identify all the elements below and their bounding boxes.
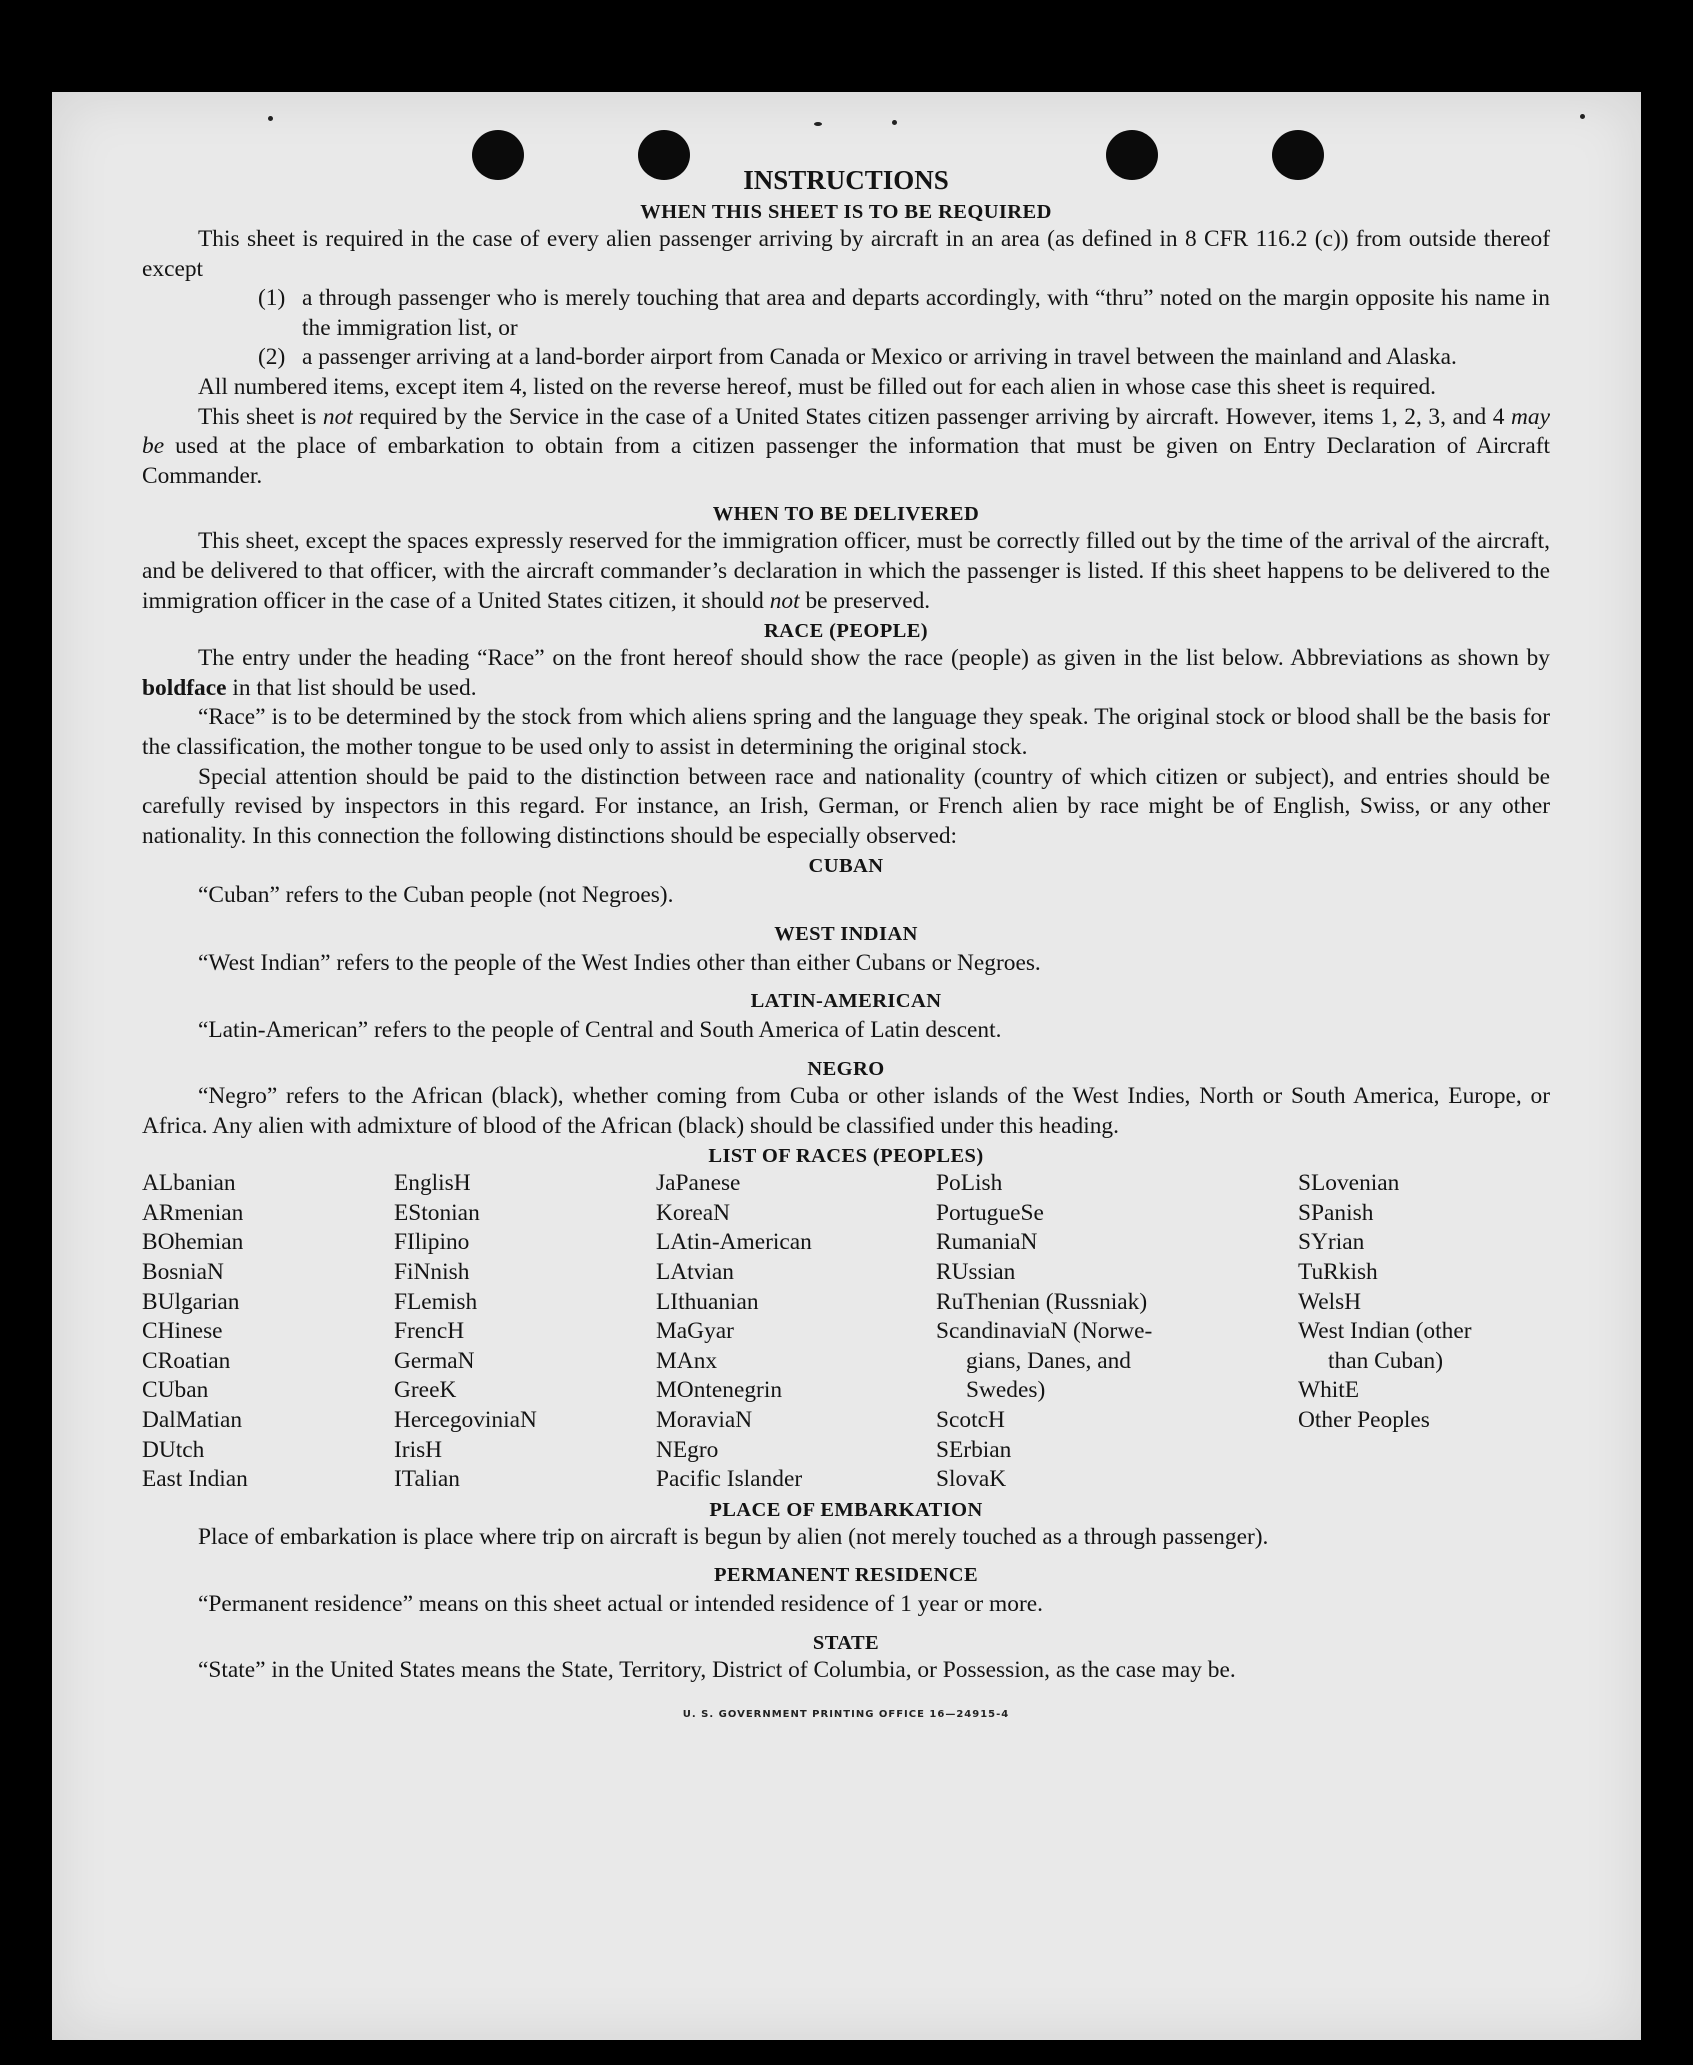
text-run: The entry under the heading “Race” on the front hereof should show the race (people) as given in the list below. Abbreviations as shown by [198,645,1550,672]
race-entry: MoraviaN [656,1407,753,1433]
paragraph-delivered [142,527,1550,616]
race-entry: SErbian [936,1436,1012,1463]
item-text: a passenger arriving at a land-border airport from Canada or Mexico or arriving in travel between the mainland and Alaska. [302,344,1457,371]
text-run: used at the place of embarkation to obtain from a citizen passenger the information that must be given on Entry Declaration of Aircraft Commander. [142,433,1550,489]
race-entry: LIthuanian [656,1288,759,1315]
section-heading-state: STATE [812,1631,880,1654]
race-entry: TuRkish [1298,1259,1378,1286]
definition-latin-american: “Latin-American” refers to the people of Central and South America of Latin descent. [198,1017,1002,1044]
race-entry-continued: gians, Danes, and [966,1347,1131,1374]
speck [1580,114,1585,119]
race-entry: RumaniaN [936,1229,1038,1256]
race-entry: KoreaN [656,1199,731,1226]
race-entry: NEgro [656,1436,719,1463]
section-heading-embarkation: PLACE OF EMBARKATION [709,1498,983,1521]
emphasis-text: not [769,587,800,614]
speck [814,122,822,126]
races-column-4 [936,1169,1298,1495]
race-entry: East Indian [142,1466,248,1493]
race-entry: CHinese [142,1318,223,1345]
text-run: This sheet is [198,403,323,430]
race-entry: SlovaK [936,1466,1007,1493]
instructions-content [142,164,1550,1729]
paragraph-race-nationality: Special attention should be paid to the distinction between race and nationality (country of which citizen or subject), and entries should be carefully revised by inspectors in this regard. For instance, an Irish, German, or French alien by race might be of English, Swiss, or any other nationality. In this connection the following distinctions should be especially observed: [142,763,1550,849]
item-number: (2) [258,344,286,371]
race-entry: SPanish [1298,1199,1374,1226]
definition-heading-west-indian: WEST INDIAN [774,922,918,945]
race-entry: MAnx [656,1347,718,1374]
paragraph-numbered-items: All numbered items, except item 4, listed on the reverse hereof, must be filled out for each alien in whose case this sheet is required. [198,373,1437,400]
definition-west-indian: “West Indian” refers to the people of the West Indies other than either Cubans or Negroes. [198,949,1041,976]
text-run: required by the Service in the case of a United States citizen passenger arriving by aircraft. However, items 1, 2, 3, and 4 [352,403,1512,430]
race-entry-continued: than Cuban) [1328,1347,1443,1374]
races-heading: LIST OF RACES (PEOPLES) [708,1145,984,1168]
race-entry: WelsH [1298,1288,1362,1315]
section-heading-delivered: WHEN TO BE DELIVERED [712,503,980,526]
emphasis-text: may be [142,403,1550,460]
paragraph-race-entry [142,644,1550,703]
race-entry: ScotcH [936,1407,1005,1433]
races-column-3 [656,1169,936,1495]
emphasis-text: not [322,403,353,430]
race-entry: DUtch [142,1436,205,1463]
race-entry: GreeK [394,1377,457,1404]
paragraph-citizen [142,403,1550,492]
definition-cuban: “Cuban” refers to the Cuban people (not Negroes). [198,882,674,909]
race-entry: FIlipino [394,1229,470,1256]
race-entry: Other Peoples [1298,1407,1430,1433]
race-entry: PoLish [936,1170,1003,1197]
race-entry: BosniaN [142,1259,224,1286]
race-entry: CRoatian [142,1347,231,1374]
race-entry: ScandinaviaN (Norwe- [936,1318,1153,1345]
races-column-5 [1298,1169,1550,1495]
race-entry: RuThenian (Russniak) [936,1288,1148,1315]
race-entry: LAtvian [656,1259,734,1286]
race-entry: EnglisH [394,1170,471,1197]
race-entry: HercegoviniaN [394,1407,537,1433]
exception-item [258,284,1550,343]
paragraph-residence: “Permanent residence” means on this sheet actual or intended residence of 1 year or more. [198,1591,1043,1618]
race-entry: FiNnish [394,1259,470,1286]
race-entry: GermaN [394,1347,475,1374]
race-entry: BOhemian [142,1229,244,1256]
race-entry: FLemish [394,1288,478,1315]
race-entry: WhitE [1298,1377,1360,1404]
races-list [142,1169,1550,1495]
definition-heading-cuban: CUBAN [808,855,884,878]
race-entry: ITalian [394,1466,460,1493]
item-number: (1) [258,285,286,312]
race-entry: West Indian (other [1298,1318,1472,1345]
definition-heading-latin-american: LATIN-AMERICAN [750,990,942,1013]
text-run: in that list should be used. [226,674,477,701]
page-title: INSTRUCTIONS [743,165,949,195]
race-entry: BUlgarian [142,1288,240,1315]
race-entry-continued: Swedes) [966,1377,1046,1404]
race-entry: JaPanese [656,1170,741,1197]
race-entry: EStonian [394,1199,480,1226]
race-entry: RUssian [936,1259,1016,1286]
definition-heading-negro: NEGRO [807,1058,885,1081]
section-heading-residence: PERMANENT RESIDENCE [713,1564,979,1587]
paragraph-state: “State” in the United States means the State, Territory, District of Columbia, or Possession, as the case may be. [198,1656,1236,1683]
speck [892,120,897,125]
race-entry: CUban [142,1377,209,1404]
section-heading-required: WHEN THIS SHEET IS TO BE REQUIRED [640,201,1052,223]
bold-text: boldface [142,674,227,701]
item-text: a through passenger who is merely touching that area and departs accordingly, with “thru” noted on the margin opposite his name in the immigration list, or [302,285,1550,341]
section-heading-race: RACE (PEOPLE) [763,620,929,643]
race-entry: MaGyar [656,1318,734,1345]
races-column-2 [394,1169,656,1495]
race-entry: LAtin-American [656,1229,812,1256]
form-sheet [52,92,1641,2040]
race-entry: Pacific Islander [656,1466,803,1493]
race-entry: ARmenian [142,1199,244,1226]
printing-office-footer: U. S. GOVERNMENT PRINTING OFFICE 16—24915-4 [682,1708,1010,1720]
race-entry: SLovenian [1298,1170,1400,1197]
paragraph-race-stock: “Race” is to be determined by the stock from which aliens spring and the language they speak. The original stock or blood shall be the basis for the classification, the mother tongue to be used only to assist in determining the original stock. [142,704,1550,760]
race-entry: ALbanian [142,1170,236,1197]
race-entry: PortugueSe [936,1199,1044,1226]
race-entry: IrisH [394,1436,443,1463]
exception-item [258,343,1550,373]
text-run: This sheet, except the spaces expressly reserved for the immigration officer, must be correctly filled out by the time of the arrival of the aircraft, and be delivered to that officer, with the aircraft commander’s declaration in which the passenger is listed. If this sheet happens to be delivered to the immigration officer in the case of a United States citizen, it should [142,528,1550,614]
race-entry: DalMatian [142,1407,243,1433]
paragraph-required: This sheet is required in the case of every alien passenger arriving by aircraft in an area (as defined in 8 CFR 116.2 (c)) from outside thereof except [142,226,1550,282]
races-column-1 [142,1169,394,1495]
race-entry: SYrian [1298,1229,1365,1256]
race-entry: FrencH [394,1318,465,1345]
paragraph-embarkation: Place of embarkation is place where trip on aircraft is begun by alien (not merely touched as a through passenger). [198,1523,1269,1550]
definition-negro: “Negro” refers to the African (black), whether coming from Cuba or other islands of the West Indies, North or South America, Europe, or Africa. Any alien with admixture of blood of the African (black) should be classified under this heading. [142,1083,1550,1139]
text-run: be preserved. [799,587,931,614]
race-entry: MOntenegrin [656,1377,783,1404]
speck [268,116,273,121]
